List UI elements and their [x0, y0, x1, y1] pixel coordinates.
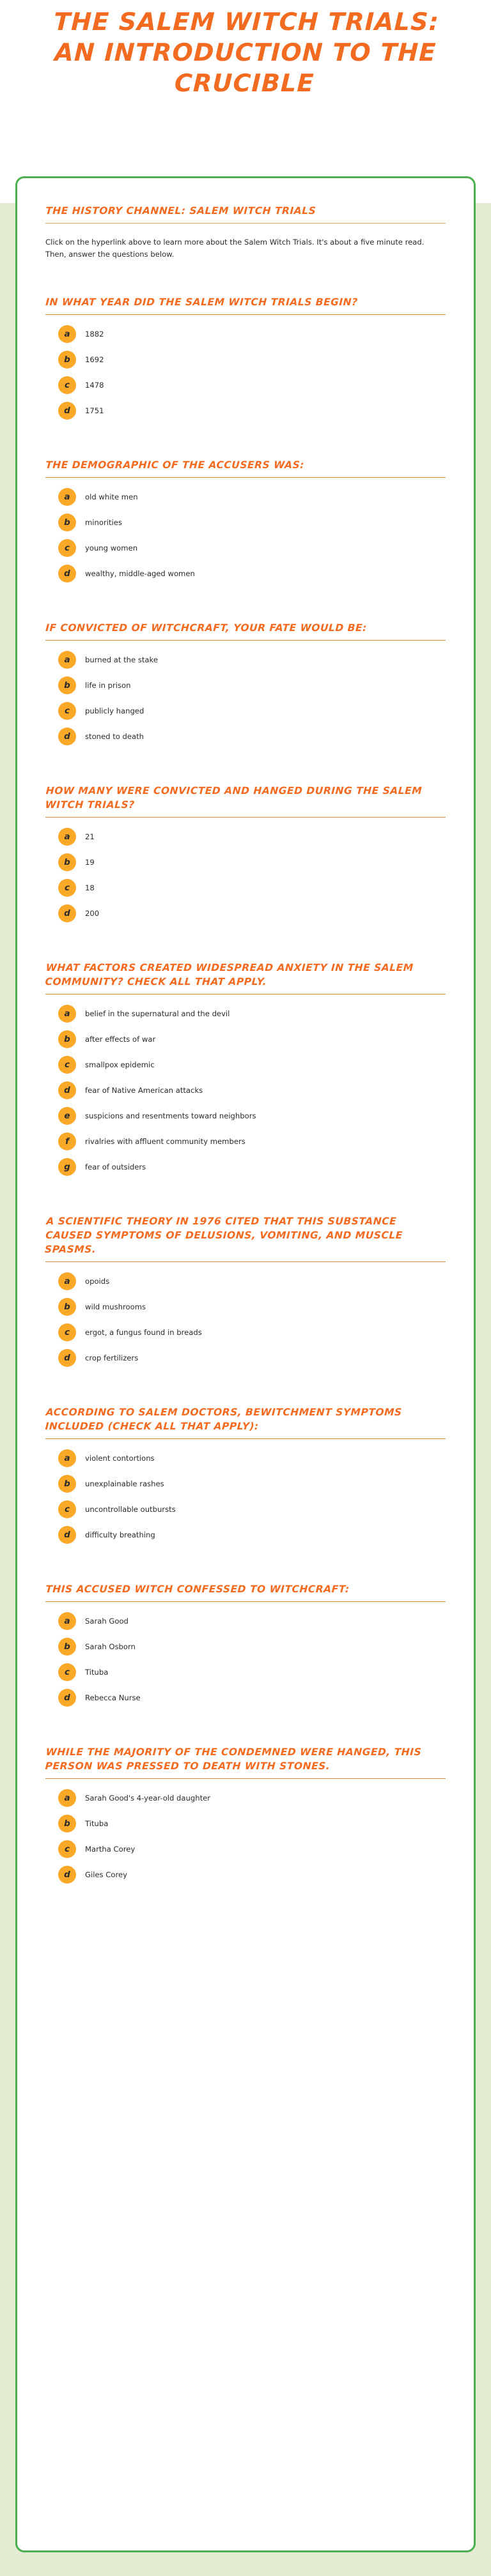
- option-label: unexplainable rashes: [85, 1479, 164, 1488]
- answer-option[interactable]: [45, 724, 446, 749]
- answer-option[interactable]: [45, 1634, 446, 1659]
- answer-option[interactable]: [45, 1078, 446, 1103]
- answer-options: [45, 1443, 446, 1548]
- option-label: 21: [85, 832, 95, 841]
- section-spacer: [45, 586, 446, 621]
- answer-options: [45, 998, 446, 1180]
- option-label: wealthy, middle-aged women: [85, 569, 195, 578]
- option-label: stoned to death: [85, 732, 144, 741]
- answer-option[interactable]: [45, 321, 446, 347]
- option-letter-bubble[interactable]: c: [58, 1323, 76, 1341]
- answer-option[interactable]: [45, 398, 446, 423]
- question-prompt: THIS ACCUSED WITCH CONFESSED TO WITCHCRAFT:: [45, 1583, 350, 1595]
- answer-options: [45, 821, 446, 926]
- intro-instructions: Click on the hyperlink above to learn more about the Salem Witch Trials. It's about a five minute read. Then, answer the questions below.: [45, 238, 425, 259]
- answer-option[interactable]: [45, 372, 446, 398]
- option-letter-bubble[interactable]: a: [58, 488, 76, 506]
- answer-options: [45, 644, 446, 749]
- option-label: 1882: [85, 330, 104, 339]
- question-prompt: THE DEMOGRAPHIC OF THE ACCUSERS WAS:: [45, 459, 305, 471]
- option-letter-bubble[interactable]: d: [58, 904, 76, 922]
- question-prompt: IN WHAT YEAR DID THE SALEM WITCH TRIALS BEGIN?: [45, 296, 359, 308]
- option-letter-bubble[interactable]: b: [58, 1638, 76, 1656]
- option-letter-bubble[interactable]: c: [58, 1500, 76, 1518]
- option-label: crop fertilizers: [85, 1353, 139, 1362]
- answer-options: [45, 1606, 446, 1711]
- answer-options: [45, 319, 446, 423]
- option-letter-bubble[interactable]: d: [58, 1081, 76, 1099]
- answer-option[interactable]: [45, 1471, 446, 1497]
- question-block: [45, 1405, 446, 1548]
- answer-option[interactable]: [45, 850, 446, 875]
- option-label: belief in the supernatural and the devil: [85, 1009, 230, 1018]
- option-label: 1692: [85, 355, 104, 364]
- option-label: Giles Corey: [85, 1870, 127, 1879]
- answer-option[interactable]: [45, 1294, 446, 1320]
- option-label: uncontrollable outbursts: [85, 1505, 176, 1514]
- option-letter-bubble[interactable]: b: [58, 514, 76, 531]
- option-letter-bubble[interactable]: f: [58, 1132, 76, 1150]
- option-label: wild mushrooms: [85, 1302, 146, 1311]
- answer-option[interactable]: [45, 1026, 446, 1052]
- answer-option[interactable]: [45, 673, 446, 698]
- answer-option[interactable]: [45, 1836, 446, 1862]
- option-letter-bubble[interactable]: a: [58, 1449, 76, 1467]
- option-letter-bubble[interactable]: c: [58, 1056, 76, 1074]
- option-letter-bubble[interactable]: a: [58, 651, 76, 669]
- option-label: rivalries with affluent community members: [85, 1137, 246, 1146]
- page-title: THE SALEM WITCH TRIALS: AN INTRODUCTION TO THE CRUCIBLE: [53, 8, 440, 97]
- option-label: suspicions and resentments toward neighbors: [85, 1111, 256, 1120]
- question-divider: [45, 1261, 446, 1262]
- answer-option[interactable]: [45, 535, 446, 561]
- intro-divider: [45, 223, 446, 224]
- section-spacer: [45, 1371, 446, 1405]
- question-divider: [45, 817, 446, 818]
- option-label: 19: [85, 858, 95, 867]
- option-letter-bubble[interactable]: a: [58, 325, 76, 343]
- question-block: [45, 1582, 446, 1711]
- option-label: old white men: [85, 492, 138, 501]
- option-label: violent contortions: [85, 1454, 155, 1463]
- option-label: fear of outsiders: [85, 1162, 146, 1171]
- option-label: Sarah Good: [85, 1617, 129, 1626]
- option-letter-bubble[interactable]: a: [58, 1789, 76, 1807]
- option-letter-bubble[interactable]: g: [58, 1158, 76, 1176]
- section-spacer: [45, 261, 446, 295]
- answer-option[interactable]: [45, 484, 446, 510]
- question-divider: [45, 1778, 446, 1779]
- option-letter-bubble[interactable]: b: [58, 1475, 76, 1493]
- answer-option[interactable]: [45, 1785, 446, 1811]
- answer-option[interactable]: [45, 1811, 446, 1836]
- option-label: difficulty breathing: [85, 1530, 155, 1539]
- answer-option[interactable]: [45, 1345, 446, 1371]
- answer-option[interactable]: [45, 875, 446, 901]
- option-label: Martha Corey: [85, 1845, 136, 1854]
- option-label: Sarah Osborn: [85, 1642, 136, 1651]
- option-label: life in prison: [85, 681, 131, 690]
- option-letter-bubble[interactable]: d: [58, 1689, 76, 1707]
- option-letter-bubble[interactable]: c: [58, 702, 76, 720]
- answer-option[interactable]: [45, 1497, 446, 1522]
- answer-option[interactable]: [45, 1608, 446, 1634]
- option-label: Tituba: [85, 1819, 109, 1828]
- option-letter-bubble[interactable]: c: [58, 376, 76, 394]
- question-prompt: WHILE THE MAJORITY OF THE CONDEMNED WERE HANGED, THIS PERSON WAS PRESSED TO DEATH WITH STONES.: [45, 1746, 422, 1772]
- answer-option[interactable]: [45, 347, 446, 372]
- question-divider: [45, 1601, 446, 1602]
- question-divider: [45, 477, 446, 478]
- option-letter-bubble[interactable]: a: [58, 1005, 76, 1023]
- option-label: minorities: [85, 518, 122, 527]
- question-prompt: ACCORDING TO SALEM DOCTORS, BEWITCHMENT SYMPTOMS INCLUDED (CHECK ALL THAT APPLY):: [45, 1406, 403, 1432]
- question-divider: [45, 1438, 446, 1439]
- option-label: smallpox epidemic: [85, 1060, 155, 1069]
- question-prompt: IF CONVICTED OF WITCHCRAFT, YOUR FATE WOULD BE:: [45, 622, 368, 634]
- section-spacer: [45, 1548, 446, 1582]
- question-divider: [45, 640, 446, 641]
- section-spacer: [45, 926, 446, 961]
- option-letter-bubble[interactable]: d: [58, 1866, 76, 1884]
- questions-list: [45, 261, 446, 1887]
- question-prompt: HOW MANY WERE CONVICTED AND HANGED DURING THE SALEM WITCH TRIALS?: [45, 785, 423, 811]
- question-block: [45, 621, 446, 749]
- option-label: burned at the stake: [85, 655, 158, 664]
- option-letter-bubble[interactable]: b: [58, 351, 76, 369]
- answer-option[interactable]: [45, 1154, 446, 1180]
- answer-option[interactable]: [45, 1129, 446, 1154]
- option-label: after effects of war: [85, 1035, 156, 1044]
- option-letter-bubble[interactable]: b: [58, 1815, 76, 1833]
- option-letter-bubble[interactable]: c: [58, 1663, 76, 1681]
- section-spacer: [45, 1711, 446, 1745]
- answer-option[interactable]: [45, 901, 446, 926]
- option-label: ergot, a fungus found in breads: [85, 1328, 202, 1337]
- option-letter-bubble[interactable]: b: [58, 676, 76, 694]
- worksheet-card: [15, 176, 476, 2552]
- option-label: 200: [85, 909, 100, 918]
- option-label: fear of Native American attacks: [85, 1086, 203, 1095]
- answer-options: [45, 1266, 446, 1371]
- option-letter-bubble[interactable]: b: [58, 1298, 76, 1316]
- answer-option[interactable]: [45, 1685, 446, 1711]
- option-letter-bubble[interactable]: a: [58, 828, 76, 846]
- option-letter-bubble[interactable]: d: [58, 728, 76, 745]
- section-spacer: [45, 1180, 446, 1214]
- answer-option[interactable]: [45, 1269, 446, 1294]
- question-block: [45, 961, 446, 1180]
- option-letter-bubble[interactable]: d: [58, 1349, 76, 1367]
- question-prompt: WHAT FACTORS CREATED WIDESPREAD ANXIETY IN THE SALEM COMMUNITY? CHECK ALL THAT APPLY.: [45, 962, 414, 987]
- answer-option[interactable]: [45, 1103, 446, 1129]
- answer-option[interactable]: [45, 561, 446, 586]
- option-label: publicly hanged: [85, 706, 144, 715]
- option-letter-bubble[interactable]: e: [58, 1107, 76, 1125]
- answer-option[interactable]: [45, 1522, 446, 1548]
- question-block: [45, 1214, 446, 1371]
- answer-options: [45, 482, 446, 586]
- answer-option[interactable]: [45, 1320, 446, 1345]
- answer-option[interactable]: [45, 1862, 446, 1887]
- answer-option[interactable]: [45, 1052, 446, 1078]
- option-letter-bubble[interactable]: c: [58, 539, 76, 557]
- answer-options: [45, 1783, 446, 1887]
- question-block: [45, 458, 446, 586]
- question-block: [45, 1745, 446, 1887]
- option-label: 18: [85, 883, 95, 892]
- option-label: 1478: [85, 381, 104, 390]
- answer-option[interactable]: [45, 1445, 446, 1471]
- option-letter-bubble[interactable]: a: [58, 1612, 76, 1630]
- option-label: Tituba: [85, 1668, 109, 1677]
- answer-option[interactable]: [45, 510, 446, 535]
- option-letter-bubble[interactable]: c: [58, 1840, 76, 1858]
- section-spacer: [45, 749, 446, 784]
- option-letter-bubble[interactable]: a: [58, 1272, 76, 1290]
- option-letter-bubble[interactable]: b: [58, 853, 76, 871]
- option-label: opoids: [85, 1277, 110, 1286]
- answer-option[interactable]: [45, 698, 446, 724]
- question-block: [45, 784, 446, 926]
- answer-option[interactable]: [45, 824, 446, 850]
- option-letter-bubble[interactable]: b: [58, 1030, 76, 1048]
- answer-option[interactable]: [45, 1001, 446, 1026]
- option-label: Rebecca Nurse: [85, 1693, 141, 1702]
- section-spacer: [45, 423, 446, 458]
- option-letter-bubble[interactable]: c: [58, 879, 76, 897]
- question-block: [45, 295, 446, 423]
- history-channel-link-heading[interactable]: THE HISTORY CHANNEL: SALEM WITCH TRIALS: [45, 205, 316, 217]
- answer-option[interactable]: [45, 1659, 446, 1685]
- question-divider: [45, 314, 446, 315]
- option-letter-bubble[interactable]: d: [58, 402, 76, 420]
- question-divider: [45, 994, 446, 995]
- intro-section: [45, 204, 446, 261]
- option-letter-bubble[interactable]: d: [58, 565, 76, 583]
- answer-option[interactable]: [45, 647, 446, 673]
- option-label: young women: [85, 544, 138, 553]
- question-prompt: A SCIENTIFIC THEORY IN 1976 CITED THAT THIS SUBSTANCE CAUSED SYMPTOMS OF DELUSIONS, VOMITING, AND MUSCLE SPASMS.: [44, 1216, 403, 1255]
- option-label: Sarah Good's 4-year-old daughter: [85, 1794, 211, 1802]
- option-label: 1751: [85, 406, 104, 415]
- option-letter-bubble[interactable]: d: [58, 1526, 76, 1544]
